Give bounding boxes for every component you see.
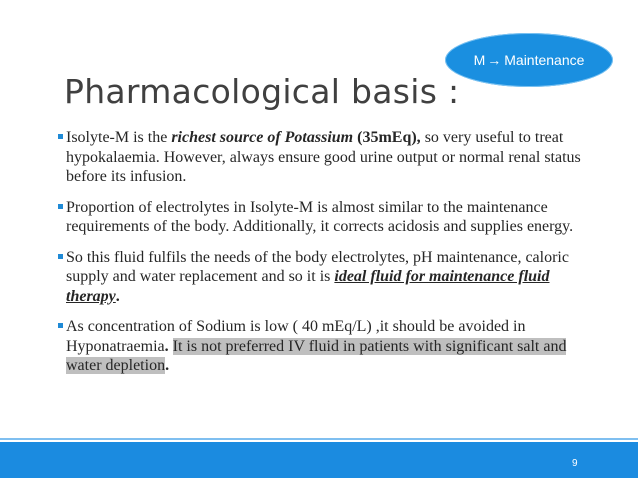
bullet-paragraph-1: [58, 128, 598, 187]
badge-label: Maintenance: [504, 52, 585, 68]
square-bullet-icon: [58, 323, 63, 328]
bullet-1-text-c: so very useful to treat hypokalaemia. However, always ensure good urine output or normal renal status before its infusion.: [66, 129, 581, 185]
bullet-4-text-b: .: [164, 337, 173, 355]
bullet-paragraph-3: [58, 248, 598, 307]
maintenance-badge: [445, 33, 613, 87]
bullet-3-text-b: .: [115, 287, 120, 305]
bullet-4-highlight: It is not preferred IV fluid in patients with significant salt and water depletion: [66, 337, 567, 374]
arrow-right-icon: →: [487, 52, 502, 68]
bullet-paragraph-2: [58, 198, 598, 237]
footer-divider: [0, 438, 638, 440]
badge-prefix: M: [473, 52, 486, 68]
bullet-1-emphasis: richest source of Potassium: [171, 129, 354, 146]
bullet-1-text-a: Isolyte-M is the: [66, 129, 172, 146]
slide-body: [58, 128, 598, 387]
bullet-4-text-c: .: [165, 357, 170, 374]
slide-title: Pharmacological basis :: [64, 72, 460, 111]
bullet-3-text-a: So this fluid fulfils the needs of the body electrolytes, pH maintenance, caloric supply and water replacement and so it is: [66, 248, 569, 285]
square-bullet-icon: [58, 134, 63, 139]
bullet-2-text: Proportion of electrolytes in Isolyte-M is almost similar to the maintenance requirements of the body. Additionally, it corrects acidosis and supplies energy.: [66, 198, 574, 235]
bullet-paragraph-4: [58, 317, 598, 376]
square-bullet-icon: [58, 254, 63, 259]
bullet-1-strong: (35mEq),: [357, 129, 421, 146]
bullet-4-text-a: As concentration of Sodium is low ( 40 mEq/L) ,it should be avoided in Hyponatraemia: [66, 318, 526, 355]
square-bullet-icon: [58, 204, 63, 209]
page-number: 9: [572, 458, 578, 469]
footer-bar: [0, 442, 638, 478]
bullet-3-emphasis: ideal fluid for maintenance fluid therapy: [66, 268, 550, 305]
